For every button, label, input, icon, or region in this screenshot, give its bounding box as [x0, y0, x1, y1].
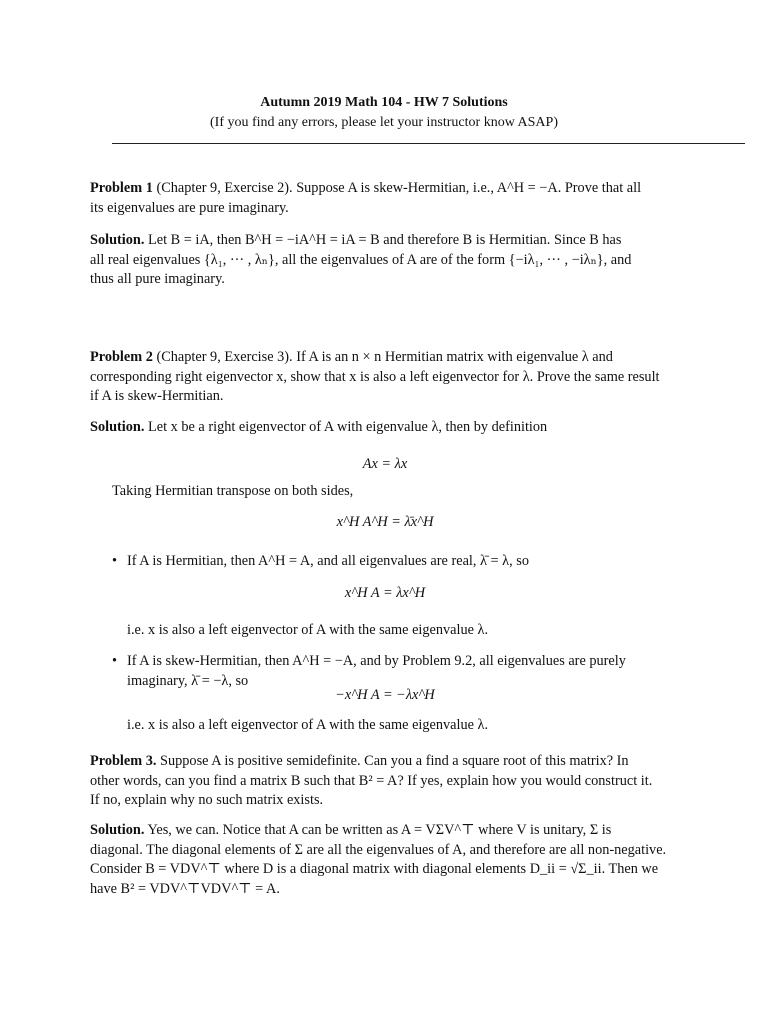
- problem3-statement-line2: other words, can you find a matrix B such that B² = A? If yes, explain how you would construct it.: [90, 772, 653, 789]
- problem2-label: Problem 2: [90, 349, 153, 365]
- problem1-statement-line2: its eigenvalues are pure imaginary.: [90, 199, 289, 216]
- bullet-1-conclusion: i.e. x is also a left eigenvector of A with the same eigenvalue λ.: [127, 622, 489, 638]
- bullet-1-text: If A is Hermitian, then A^H = A, and all eigenvalues are real, λ̄ = λ, so: [127, 553, 529, 569]
- equation-4: −x^H A = −λx^H: [335, 687, 435, 703]
- problem1-statement: [90, 179, 680, 218]
- problem1-solution: [90, 231, 680, 290]
- problem3-solution-line3: Consider B = VDV^⊤ where D is a diagonal matrix with diagonal elements D_ii = √Σ_ii. Then we: [90, 861, 659, 877]
- problem3-solution-line2: diagonal. The diagonal elements of Σ are all the eigenvalues of A, and therefore are all non-negative.: [90, 841, 667, 858]
- problem2-solution-label: Solution.: [90, 419, 145, 435]
- problem3-solution-line4: have B² = VDV^⊤VDV^⊤ = A.: [90, 880, 280, 897]
- bullet-2-line2: imaginary, λ̄ = −λ, so: [127, 672, 249, 689]
- problem3-statement-line3: If no, explain why no such matrix exists.: [90, 792, 324, 808]
- header-title: Autumn 2019 Math 104 - HW 7 Solutions: [260, 95, 508, 110]
- problem2-source: (Chapter 9, Exercise 3).: [156, 349, 293, 365]
- bullet-2-marker: •: [112, 653, 118, 669]
- problem2-statement-line2: corresponding right eigenvector x, show that x is also a left eigenvector for λ. Prove the same result: [90, 368, 660, 385]
- problem2-statement: [90, 348, 680, 407]
- problem3-statement-line1: Suppose A is positive semidefinite. Can you a find a square root of this matrix? In: [160, 753, 629, 769]
- bullet-2-line1: If A is skew-Hermitian, then A^H = −A, and by Problem 9.2, all eigenvalues are purely: [127, 653, 626, 669]
- problem3-solution: [90, 821, 680, 899]
- problem1-solution-line1: Let B = iA, then B^H = −iA^H = iA = B and therefore B is Hermitian. Since B has: [148, 232, 622, 248]
- header-subtitle: (If you find any errors, please let your instructor know ASAP): [210, 115, 558, 130]
- problem1-solution-label: Solution.: [90, 232, 145, 248]
- equation-2: x^H A^H = λ̄x^H: [336, 514, 434, 530]
- problem1-source: (Chapter 9, Exercise 2).: [156, 180, 293, 196]
- bullet-2-conclusion: i.e. x is also a left eigenvector of A with the same eigenvalue λ.: [127, 717, 489, 733]
- equation-1: Ax = λx: [362, 456, 408, 472]
- problem3-solution-label: Solution.: [90, 822, 145, 838]
- problem2-statement-line1: If A is an n × n Hermitian matrix with eigenvalue λ and: [296, 349, 613, 365]
- bullet-1-marker: •: [112, 553, 118, 569]
- problem1-solution-line2: all real eigenvalues {λ₁, ··· , λₙ}, all the eigenvalues of A are of the form {−iλ₁, ··· , −iλₙ}, and: [90, 251, 632, 268]
- problem2-solution-line1: Let x be a right eigenvector of A with eigenvalue λ, then by definition: [148, 419, 548, 435]
- problem1-statement-line1: Suppose A is skew-Hermitian, i.e., A^H = −A. Prove that all: [296, 180, 642, 196]
- problem3-label: Problem 3.: [90, 753, 157, 769]
- equation-3: x^H A = λx^H: [344, 585, 426, 601]
- problem3-statement: [90, 752, 680, 811]
- problem2-solution: [90, 418, 680, 438]
- problem1-solution-line3: thus all pure imaginary.: [90, 271, 225, 287]
- problem2-statement-line3: if A is skew-Hermitian.: [90, 388, 224, 404]
- transpose-text: Taking Hermitian transpose on both sides,: [112, 483, 354, 499]
- problem1-label: Problem 1: [90, 180, 153, 196]
- header-rule: [112, 143, 745, 144]
- problem3-solution-line1: Yes, we can. Notice that A can be written as A = VΣV^⊤ where V is unitary, Σ is: [147, 822, 612, 838]
